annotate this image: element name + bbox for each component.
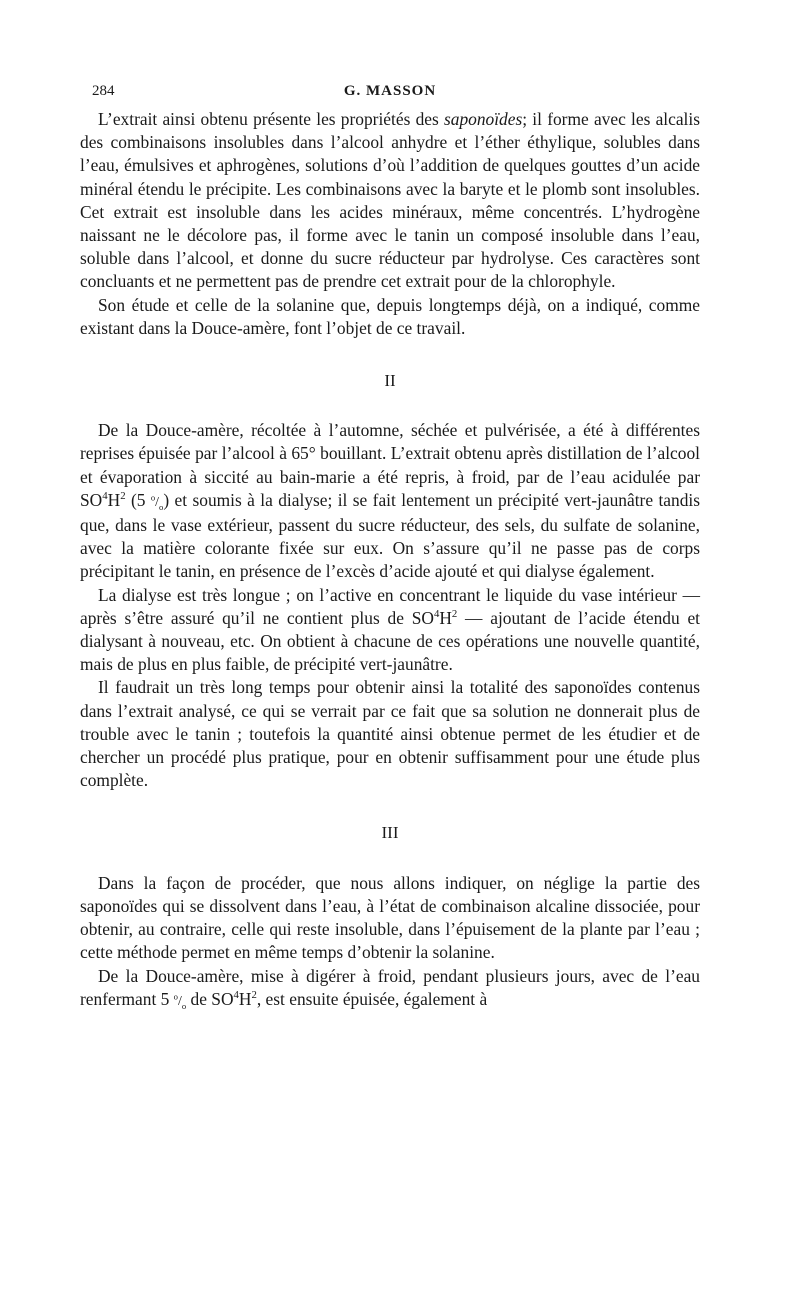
section-title: III: [381, 823, 399, 843]
running-head: G. MASSON: [343, 83, 437, 99]
superscript: 4: [433, 608, 440, 621]
paragraph: Son étude et celle de la solanine que, depuis longtemps déjà, on a indiqué, comme existant dans la Douce-amère, font l’objet de ce travail.: [80, 294, 700, 338]
text-run: /: [177, 993, 182, 1009]
text-run: /: [155, 494, 160, 510]
text-run: ) et soumis à la dialyse; il se fait lentement un précipité vert-jaunâtre tandis que, dans le vase extérieur, passent du sucre réducteur, des sels, du sulfate de solanine, avec la matière colorante fixée sur eux. On s’assure qu’il ne passe pas de corps précipitant le tanin, en présence de l’excès d’acide ajouté et qui dialyse également.: [80, 489, 700, 582]
paragraph: [80, 108, 700, 294]
percent-sign: [150, 492, 164, 512]
text-run: La dialyse est très longue ; on l’active en concentrant le liquide du vase intérieur — après s’être assuré qu’il ne contient plus de SO: [80, 584, 700, 628]
superscript: 2: [251, 988, 257, 1001]
document-page: [80, 80, 700, 1013]
percent-sign: [173, 991, 187, 1011]
text-run: L’extrait ainsi obtenu présente les propriétés des: [98, 109, 444, 129]
superscript: 2: [451, 608, 458, 621]
subscript: o: [181, 1000, 187, 1011]
paragraph: Dans la façon de procéder, que nous allons indiquer, on néglige la partie des saponoïdes qui se dissolvent dans l’eau, à l’état de combinaison alcaline dissociée, pour obtenir, au contraire, celle qui reste insoluble, dans l’épuisement de la plante par l’eau ; cette méthode permet en même temps d’obtenir la solanine.: [80, 872, 700, 963]
text-run: — ajoutant de l’acide étendu et dialysant à nouveau, etc. On obtient à chacune de ces opérations une nouvelle quantité, mais de plus en plus faible, de précipité vert-jaunâtre.: [80, 607, 701, 675]
text-run: De la Douce-amère, récoltée à l’automne, séchée et pulvérisée, a été à différentes reprises épuisée par l’alcool à 65° bouillant. L’extrait obtenu après distillation de l’alcool et évaporation à siccité au bain-marie a été repris, à froid, par de l’eau acidulée par SO: [80, 420, 700, 510]
text-run: H: [238, 988, 252, 1009]
page-number: 284: [92, 83, 115, 99]
paragraph: Il faudrait un très long temps pour obtenir ainsi la totalité des saponoïdes contenus dans l’extrait analysé, ce qui se verrait par ce fait que sa solution ne donnerait plus de trouble avec le tanin ; toutefois la quantité ainsi obtenue permet de les étudier et de chercher un procédé plus pratique, pour en obtenir suffisamment pour une étude plus complète.: [80, 677, 700, 791]
text-run: de SO: [186, 988, 234, 1009]
text-run: H: [439, 607, 452, 628]
italic-term: saponoïdes: [443, 109, 523, 129]
superscript: 4: [233, 988, 239, 1001]
superscript: 4: [102, 490, 108, 503]
page-header: [80, 80, 700, 104]
superscript: o: [173, 991, 178, 1002]
text-run: , est ensuite épuisée, également à: [256, 988, 488, 1009]
text-run: (5: [125, 489, 151, 510]
section-title: II: [384, 371, 396, 391]
text-run: De la Douce-amère, mise à digérer à froid, pendant plusieurs jours, avec de l’eau renfermant 5: [80, 965, 700, 1009]
superscript: o: [150, 492, 156, 503]
paragraph: [80, 965, 700, 1013]
subscript: o: [159, 501, 164, 512]
paragraph: [80, 584, 700, 677]
paragraph: [80, 419, 700, 583]
text-run: ; il forme avec les alcalis des combinaisons insolubles dans l’alcool anhydre et l’éther éthylique, solubles dans l’eau, émulsives et aphrogènes, solutions d’où l’addition de quelques gouttes d’un acide minéral étendu le précipite. Les combinaisons avec la baryte et le plomb sont insolubles. Cet extrait est insoluble dans les acides minéraux, même concentrés. L’hydrogène naissant ne le décolore pas, il forme avec le tanin un composé insoluble dans l’eau, soluble dans l’alcool, et donne du sucre réducteur par hydrolyse. Ces caractères sont concluants et ne permettent pas de prendre cet extrait pour de la chlorophyle.: [80, 109, 700, 292]
text-run: H: [107, 489, 121, 510]
superscript: 2: [120, 490, 126, 503]
